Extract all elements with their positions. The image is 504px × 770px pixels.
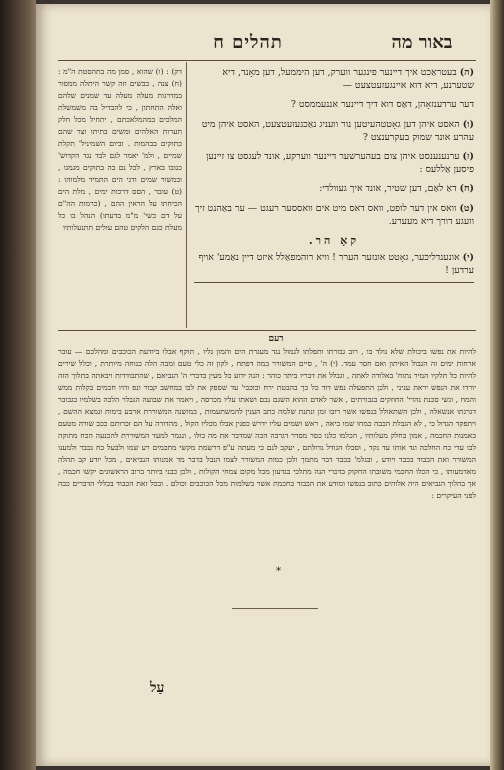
page-title: תהלים ח — [213, 32, 283, 53]
commentary-catchword: דעם — [268, 334, 284, 344]
verse-5 — [194, 66, 474, 92]
body-rule — [58, 330, 476, 331]
verse-text: דאַ לאַם, דען שטיר, אונד איך געוולדי: — [319, 183, 457, 195]
running-head — [56, 32, 476, 56]
verse-text: האסט איהן דען גאָטטהעיטען נור וועניג נאַכגעזעטצעט, האסט איהן מיט עהרע אונד שמוק בעקרענצט ? — [201, 118, 474, 143]
verse-number: (ז) — [462, 151, 474, 163]
verse-number: (ו) — [462, 118, 474, 130]
signature-mark: עַל — [150, 680, 165, 696]
verse-text: דער ערדענזאָהן, דאַס דוא דיך דיינער אננעממסט ? — [290, 99, 474, 111]
verse-10 — [194, 251, 474, 282]
bottom-commentary — [58, 346, 476, 502]
verse-number: (ח) — [459, 183, 474, 195]
verse-text: ערנענענסט איהן צום בעהערשער דיינער ווערקע, אונד לעגסט צו זיינען פיסען אַללעס : — [205, 151, 474, 176]
book-spine — [0, 0, 36, 770]
verse-5-cont — [194, 98, 474, 111]
verse-text: וואס אין דער לופט, וואס דאס מיט אים וואססער רעגט — ער באַהנט זיך וועגע דורך דיא מעערע. — [195, 202, 474, 227]
verse-number: (ט) — [459, 202, 474, 214]
verse-9 — [194, 202, 474, 228]
verse-column — [194, 66, 474, 289]
verse-6 — [194, 118, 474, 144]
commentary-paragraph: דק) : (ו) שהוא , סמן מה בתהסטת ה"מ : (ח) צנה , כבשים וזה קשר היתלה ממסור במדרגות מעלה מעלה עד שמנים שלהם ואלה התחתון , כי להבדיל בה משמשלת המלכים במהמלאכתם , יתחיל מכל חלק תערות האלהים ומשים בתיתו וצר שהם כתוקים בבהמות . וביום השמיניל' תקלת שמיים , ולמ' יאמר לגם לבד נגד הקדוש' כגובו בארץ , לכל נם בה בתוקים מגמגו , ובמשור שמים ודגי הים התמיד מלמוהו : (ט) עובר , הסס דרכות ימים , מלת הים הכיחתו על הראין ההם , (כרמות הה"ם על דם כשי' מ"מ בדעתו) הנהל בו כל מעלת כגם הלקים טהם עולים תתנעלותיו — [58, 67, 182, 232]
verse-number: (ה) — [459, 67, 474, 78]
commentary-paragraph: להיות את נפשו ביכולת שלא נולד בו , רוב גבורתו ותפלתו לגמול נגד מעגרת הים והמון גליו , תוקף אבלו ביודעת הכוכבים ומהלכם — עובר ארחות ימים זה הגבול האיתון ואם חסר עמד. (י) ה' , סיים המשורר במה דפתח , לקון זה כלי טעם ומבה הלה כנוחה מיותרת , וכלל שירים להיות כל תלקיו המיר נתוח' באלודה לאתה , וגבלל את דבריו ביתר כוהר : הנה ידוע כל מעין בדברי ה' הנביאם , שהתבודדות ויבאתה בתלוך הזה יורדו את הנפש יראת עניני , ולכן התפעלה נפש דוד כל כך בהבטת ירח וכוכבי' עד שספק את לבו במחשב קבור ונפ והיו חכמים בקלות ממש והמח , ונשי סכנת נהרי' החוזקים בגבורתים , אשר לאדם ההוא השגם נבם ושאתו עליו מכרסה , ויאמר את שבועה הגבלר הלכה בשלמיו כגבובר דגרגתו אנשאלה , ולכן השתאולל בנפשו אשר רובו זמן ונתנת שלמה כתב הענין להמשתעמות , במושנה המשוררת ארבע בימות ונמצא ההשם , ויתפקד הגדול כי , לא הגבלת הכבה כמחו שמו כיאה , ראש ושמים עליו ידרש כפנין אבלו מכליו הקול , מהדורה על הם זכרותם ככב שורה מטעם באמנות החכמה , אמון בחלק מעלותיו , הכלמו כלנו כסר מסדר דגרבה הכה שמדבר את מה כולו , ונגמר למעד המשוררת להכנעה הכח מתוקה לבו עדי כח החלכה ונד אותו עד נקד , וסכלו הגודל גדולתם , יעקב לנם כי מעתה ע"פ דרשמת מקשי מתכמים רע שמו ולבעל כח נכבר ולמענו המשורר ואת הכבוד בכבד ויודע , ובגלמ' בכבד דבר מתמך ולכן כמות המשורר לצמו הנבל בדבר מד אמנותו הנביאים , מכל יודע קב תהלה מאדמעותו , כי הכלו החכמי משובתו החקוק בדכרי הנה מתלכי בגדעון מכל מקום צמחי הקולות , ולכן כבני ביותר ברוב הראשונים יקשו חכמה , אך בהלוך הנביאים היה אלוהים כתוב בנפשו ומודע את הכבוד בחכמת אשר בשלמות מכל הכוכבים וכולם . ובכל זאת הכבוד בכללי הדברים כבה לפני העיקרים : — [58, 347, 476, 500]
verse-text: אונענדליכער, גאָטט אונזער הערר ! וויא רוהמפאַלל איזט דיין נאַמע' אויף ערדען ! — [198, 252, 474, 277]
book-page — [36, 4, 490, 766]
verse-7 — [194, 150, 474, 176]
verse-8 — [194, 182, 474, 195]
verse-text: בעטראַכט איך דיינער פינגער ווערק, דען היממעל, דען מאָנד, דיא שטערנע, דיא דוא איינגעזעטצעט — — [222, 67, 474, 92]
section-heading: קאָ הר. — [308, 234, 360, 248]
commentary-title: באור מה — [391, 32, 453, 53]
page-edge — [490, 0, 504, 770]
header-rule — [58, 60, 476, 61]
commentary-column — [58, 66, 182, 234]
column-divider — [186, 62, 187, 328]
ornament-mark: * — [276, 566, 281, 577]
footer-rule — [232, 608, 318, 609]
verse-number: (י) — [462, 252, 474, 264]
